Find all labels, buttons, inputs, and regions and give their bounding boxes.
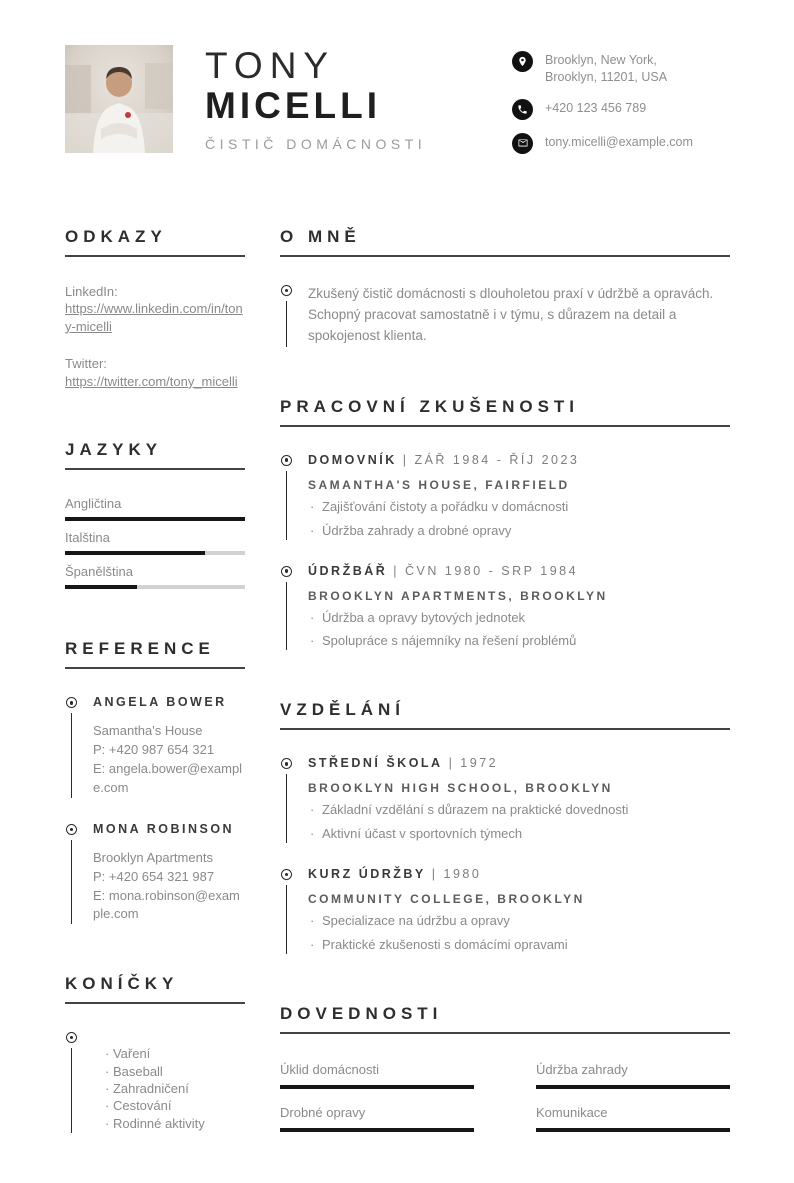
profile-photo: [65, 45, 173, 153]
bullet-item: · Základní vzdělání s důrazem na praktické dovednosti: [310, 802, 730, 819]
role-name: ÚDRŽBÁŘ: [308, 563, 388, 578]
section-rule: [280, 728, 730, 730]
first-name: TONY: [205, 45, 336, 86]
contact-block: [512, 45, 730, 167]
skill-bar-track: [280, 1085, 474, 1089]
hobbies-entry: [65, 1030, 245, 1133]
skill-item: [280, 1062, 474, 1089]
skill-bar-track: [536, 1085, 730, 1089]
experience-entry: [280, 564, 730, 651]
experience-entry: [280, 453, 730, 540]
skill-item: [536, 1105, 730, 1132]
timeline-bullet-icon: [281, 566, 292, 577]
reference-email: E: mona.robinson@example.com: [93, 887, 240, 922]
reference-entry: [65, 695, 245, 797]
skills-section-title: DOVEDNOSTI: [280, 1003, 443, 1023]
language-bar-track: [65, 517, 245, 521]
reference-company: Samantha's House: [93, 723, 203, 739]
skill-bar-fill: [536, 1085, 730, 1089]
section-references: [65, 639, 245, 924]
timeline-bullet-icon: [66, 1032, 77, 1043]
role-dates: | ČVN 1980 - SRP 1984: [393, 563, 579, 578]
header: [65, 45, 730, 167]
skill-name: Úklid domácnosti: [280, 1061, 379, 1077]
name-block: [205, 45, 426, 152]
skill-name: Údržba zahrady: [536, 1061, 628, 1077]
link-item-twitter: [65, 355, 245, 390]
languages-section-title: JAZYKY: [65, 440, 163, 460]
bullet-item: · Zajišťování čistoty a pořádku v domácnosti: [310, 499, 730, 516]
links-section-title: ODKAZY: [65, 226, 167, 246]
language-name: Angličtina: [65, 496, 122, 512]
email-text: tony.micelli@example.com: [545, 134, 693, 149]
timeline-marker: [280, 453, 293, 540]
experience-section-title: PRACOVNÍ ZKUŠENOSTI: [280, 396, 580, 416]
bullet-item: · Údržba zahrady a drobné opravy: [310, 523, 730, 540]
experience-bullets: [310, 499, 730, 540]
timeline-bullet-icon: [281, 869, 292, 880]
contact-phone: [512, 99, 730, 120]
last-name: MICELLI: [205, 84, 381, 126]
bullet-item: · Spolupráce s nájemníky na řešení problémů: [310, 633, 730, 650]
bullet-item: · Aktivní účast v sportovních týmech: [310, 826, 730, 843]
main-column: [280, 227, 730, 1183]
language-name: Italština: [65, 530, 110, 546]
section-rule: [65, 255, 245, 257]
company-name: SAMANTHA'S HOUSE, FAIRFIELD: [308, 477, 570, 492]
language-bar-track: [65, 551, 245, 555]
reference-company: Brooklyn Apartments: [93, 849, 213, 865]
reference-phone: P: +420 654 321 987: [93, 868, 215, 884]
location-line2: Brooklyn, 11201, USA: [545, 69, 668, 84]
language-bar-fill: [65, 517, 245, 521]
timeline-bullet-icon: [281, 758, 292, 769]
timeline-marker: [65, 1030, 78, 1133]
timeline-marker: [65, 822, 78, 924]
contact-location: [512, 51, 730, 86]
degree-line: [308, 867, 730, 882]
skill-name: Komunikace: [536, 1104, 608, 1120]
skill-bar-track: [280, 1128, 474, 1132]
education-bullets: [310, 802, 730, 843]
timeline-bullet-icon: [66, 697, 77, 708]
section-skills: [280, 1004, 730, 1148]
role-name: DOMOVNÍK: [308, 452, 397, 467]
language-bar-fill: [65, 551, 205, 555]
language-row: [65, 564, 245, 589]
degree-dates: | 1980: [431, 867, 482, 882]
about-text: Zkušený čistič domácnosti s dlouholetou praxí v údržbě a opravách. Schopný pracovat samostatně i v týmu, s důrazem na detail a spokojenost klienta.: [308, 285, 714, 344]
reference-email: E: angela.bower@example.com: [93, 761, 243, 796]
timeline-line: [286, 471, 288, 540]
link-label: Twitter:: [65, 356, 107, 372]
timeline-marker: [280, 867, 293, 954]
section-rule: [280, 1032, 730, 1034]
job-title: ČISTIČ DOMÁCNOSTI: [205, 135, 427, 152]
section-languages: [65, 440, 245, 589]
timeline-marker: [280, 564, 293, 651]
hobby-item: · Zahradničení: [105, 1081, 245, 1096]
timeline-line: [71, 713, 73, 797]
section-rule: [280, 425, 730, 427]
bullet-item: · Praktické zkušenosti s domácími opravami: [310, 937, 730, 954]
education-entry: [280, 756, 730, 843]
skill-bar-fill: [280, 1085, 474, 1089]
references-section-title: REFERENCE: [65, 639, 215, 659]
section-rule: [65, 1002, 245, 1004]
degree-line: [308, 756, 730, 771]
hobby-item: · Vaření: [105, 1046, 245, 1061]
reference-phone: P: +420 987 654 321: [93, 742, 215, 758]
envelope-icon: [512, 133, 533, 154]
education-entry: [280, 867, 730, 954]
language-bar-fill: [65, 585, 137, 589]
degree-dates: | 1972: [448, 756, 499, 771]
profile-photo-illustration: [65, 45, 173, 153]
skill-item: [536, 1062, 730, 1089]
location-pin-icon: [512, 51, 533, 72]
language-name: Španělština: [65, 564, 133, 580]
timeline-line: [286, 774, 288, 843]
language-row: [65, 496, 245, 521]
experience-bullets: [310, 610, 730, 651]
skill-bar-fill: [280, 1128, 474, 1132]
section-rule: [65, 468, 245, 470]
content-columns: [65, 227, 730, 1183]
reference-name: MONA ROBINSON: [93, 821, 235, 836]
phone-icon: [512, 99, 533, 120]
timeline-bullet-icon: [281, 455, 292, 466]
skill-bar-fill: [536, 1128, 730, 1132]
location-text: [545, 51, 667, 86]
timeline-marker: [280, 756, 293, 843]
timeline-bullet-icon: [66, 824, 77, 835]
role-line: [308, 564, 730, 579]
timeline-marker: [65, 695, 78, 797]
language-row: [65, 530, 245, 555]
hobby-item: · Rodinné aktivity: [105, 1116, 245, 1131]
hobbies-section-title: KONÍČKY: [65, 974, 179, 994]
section-hobbies: [65, 974, 245, 1133]
twitter-link[interactable]: https://twitter.com/tony_micelli: [65, 373, 238, 389]
hobby-item: · Baseball: [105, 1064, 245, 1079]
degree-name: STŘEDNÍ ŠKOLA: [308, 756, 443, 771]
skill-bar-track: [536, 1128, 730, 1132]
bullet-item: · Specializace na údržbu a opravy: [310, 913, 730, 930]
section-education: [280, 700, 730, 954]
reference-name: ANGELA BOWER: [93, 695, 227, 710]
skill-name: Drobné opravy: [280, 1104, 366, 1120]
bullet-item: · Údržba a opravy bytových jednotek: [310, 610, 730, 627]
degree-name: KURZ ÚDRŽBY: [308, 867, 426, 882]
hobby-list: [105, 1046, 245, 1131]
school-name: BROOKLYN HIGH SCHOOL, BROOKLYN: [308, 781, 613, 796]
timeline-line: [286, 301, 288, 347]
reference-details: [93, 849, 245, 924]
timeline-bullet-icon: [281, 285, 292, 296]
section-about: [280, 227, 730, 347]
timeline-line: [71, 1048, 73, 1133]
link-label: LinkedIn:: [65, 283, 118, 299]
section-experience: [280, 397, 730, 651]
education-section-title: VZDĚLÁNÍ: [280, 700, 405, 720]
timeline-line: [71, 840, 73, 924]
section-rule: [280, 255, 730, 257]
timeline-marker: [280, 283, 293, 347]
role-dates: | ZÁŘ 1984 - ŘÍJ 2023: [402, 452, 580, 467]
reference-details: [93, 722, 245, 797]
hobby-item: · Cestování: [105, 1098, 245, 1113]
reference-entry: [65, 822, 245, 924]
linkedin-link[interactable]: https://www.linkedin.com/in/tony-micelli: [65, 301, 243, 334]
link-item-linkedin: [65, 283, 245, 336]
about-entry: [280, 283, 730, 347]
timeline-line: [286, 582, 288, 651]
about-section-title: O MNĚ: [280, 226, 361, 246]
education-bullets: [310, 913, 730, 954]
contact-email: [512, 133, 730, 154]
skills-grid: [280, 1062, 730, 1148]
section-links: [65, 227, 245, 391]
phone-text: +420 123 456 789: [545, 100, 647, 115]
company-name: BROOKLYN APARTMENTS, BROOKLYN: [308, 588, 608, 603]
school-name: COMMUNITY COLLEGE, BROOKLYN: [308, 892, 585, 907]
role-line: [308, 453, 730, 468]
sidebar: [65, 227, 245, 1183]
timeline-line: [286, 885, 288, 954]
section-rule: [65, 667, 245, 669]
skill-item: [280, 1105, 474, 1132]
location-line1: Brooklyn, New York,: [545, 53, 657, 67]
language-bar-track: [65, 585, 245, 589]
